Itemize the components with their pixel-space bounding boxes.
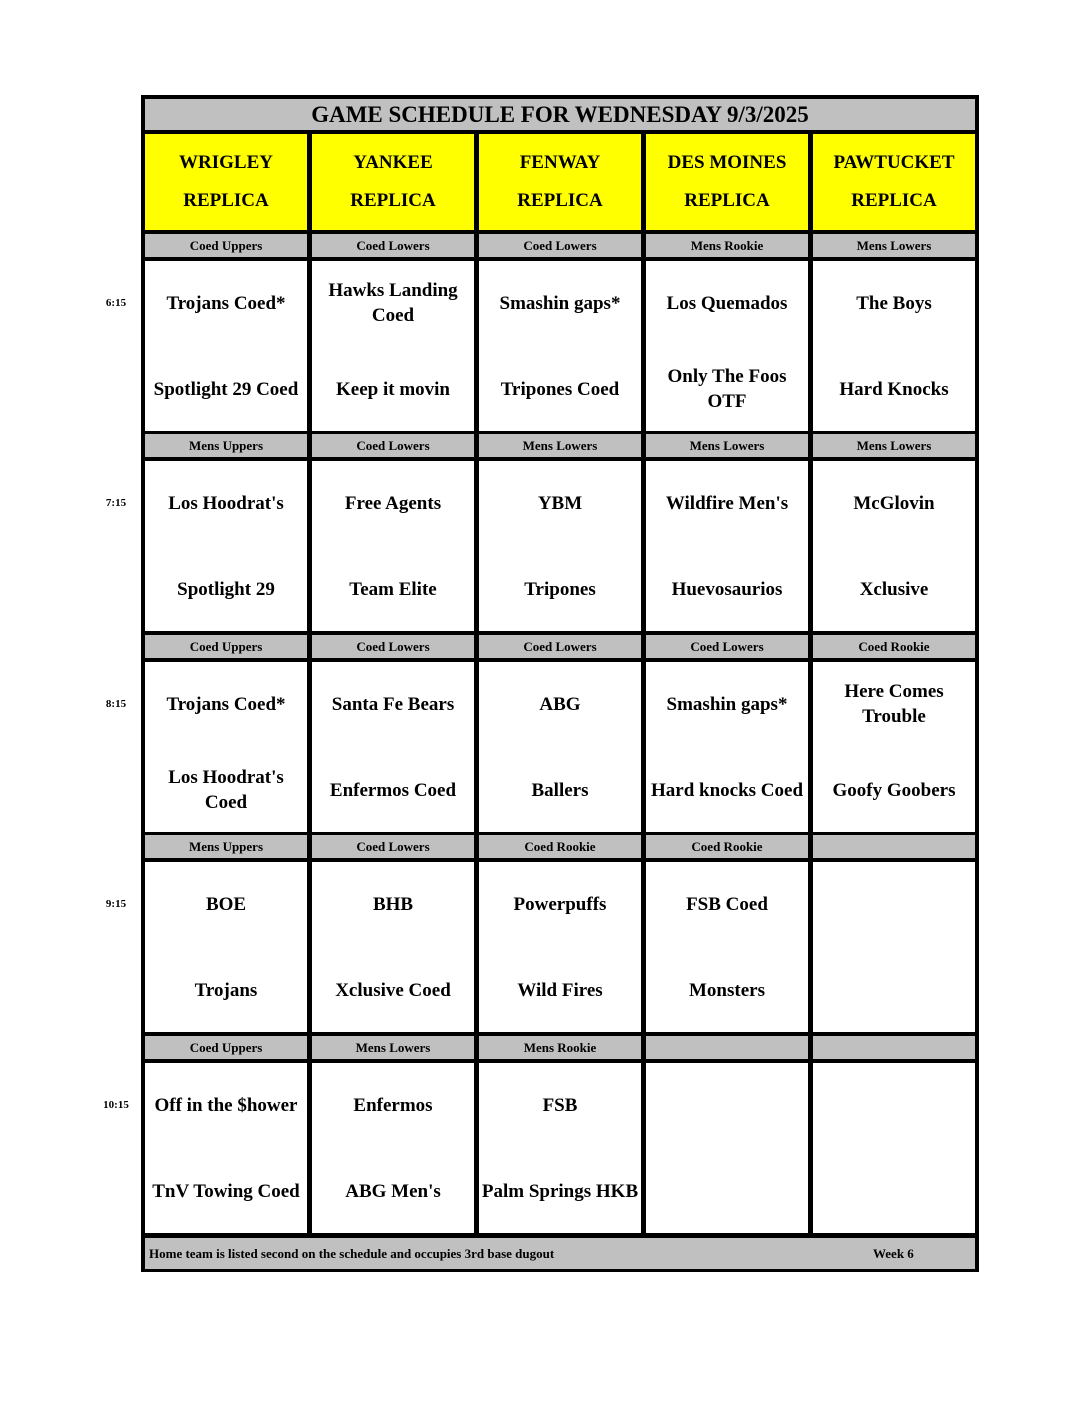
- division-label: Mens Lowers: [479, 434, 641, 457]
- game-cell: [145, 862, 307, 1032]
- game-cell: [145, 261, 307, 431]
- division-label: Mens Rookie: [479, 1036, 641, 1059]
- division-label: Coed Rookie: [479, 835, 641, 858]
- division-label: Mens Lowers: [646, 434, 808, 457]
- schedule-title: GAME SCHEDULE FOR WEDNESDAY 9/3/2025: [145, 99, 975, 130]
- home-team: Huevosaurios: [646, 547, 808, 631]
- game-cell: [312, 261, 474, 431]
- game-cell: [479, 261, 641, 431]
- home-team: TnV Towing Coed: [145, 1149, 307, 1233]
- away-team: ABG: [479, 662, 641, 746]
- time-label: 10:15: [103, 1099, 129, 1111]
- home-team: Ballers: [479, 748, 641, 832]
- field-sub: REPLICA: [851, 190, 937, 211]
- division-label: Coed Lowers: [312, 234, 474, 257]
- home-team: Spotlight 29: [145, 547, 307, 631]
- home-team: Spotlight 29 Coed: [145, 347, 307, 431]
- field-header-5: [813, 134, 975, 230]
- game-cell: [479, 662, 641, 832]
- game-cell: [145, 1063, 307, 1233]
- away-team: YBM: [479, 461, 641, 545]
- division-label: Coed Uppers: [145, 1036, 307, 1059]
- field-header-3: [479, 134, 641, 230]
- game-cell: [312, 1063, 474, 1233]
- field-header-2: [312, 134, 474, 230]
- home-team: Team Elite: [312, 547, 474, 631]
- home-team: Wild Fires: [479, 948, 641, 1032]
- away-team: [813, 862, 975, 946]
- field-name: PAWTUCKET: [833, 152, 955, 173]
- division-label: Coed Uppers: [145, 234, 307, 257]
- away-team: BHB: [312, 862, 474, 946]
- game-cell: [312, 862, 474, 1032]
- game-cell: [312, 662, 474, 832]
- away-team: The Boys: [813, 261, 975, 345]
- home-team: Tripones Coed: [479, 347, 641, 431]
- division-label: [646, 1036, 808, 1059]
- schedule-footer: [145, 1238, 975, 1269]
- away-team: Smashin gaps*: [479, 261, 641, 345]
- away-team: Off in the $hower: [145, 1063, 307, 1147]
- home-team: Enfermos Coed: [312, 748, 474, 832]
- division-label: Coed Lowers: [479, 635, 641, 658]
- away-team: [646, 1063, 808, 1147]
- away-team: Powerpuffs: [479, 862, 641, 946]
- field-sub: REPLICA: [183, 190, 269, 211]
- home-team: [813, 1149, 975, 1233]
- away-team: Wildfire Men's: [646, 461, 808, 545]
- home-team: Only The Foos OTF: [646, 347, 808, 431]
- week-label: Week 6: [873, 1245, 914, 1261]
- field-sub: REPLICA: [517, 190, 603, 211]
- field-name: FENWAY: [519, 152, 601, 173]
- division-label: Coed Uppers: [145, 635, 307, 658]
- game-cell: [646, 261, 808, 431]
- division-label: Mens Lowers: [312, 1036, 474, 1059]
- division-label: Mens Lowers: [813, 434, 975, 457]
- home-team: Goofy Goobers: [813, 748, 975, 832]
- division-label: Coed Lowers: [312, 835, 474, 858]
- game-cell: [479, 1063, 641, 1233]
- division-label: Mens Uppers: [145, 835, 307, 858]
- home-team: Los Hoodrat's Coed: [145, 748, 307, 832]
- field-sub: REPLICA: [350, 190, 436, 211]
- division-label: Coed Lowers: [312, 434, 474, 457]
- away-team: McGlovin: [813, 461, 975, 545]
- time-label: 9:15: [105, 898, 127, 910]
- home-team: Palm Springs HKB: [479, 1149, 641, 1233]
- away-team: [813, 1063, 975, 1147]
- field-name: DES MOINES: [667, 152, 787, 173]
- home-team: ABG Men's: [312, 1149, 474, 1233]
- division-label: Coed Lowers: [646, 635, 808, 658]
- game-cell: [646, 662, 808, 832]
- division-label: [813, 835, 975, 858]
- field-header-4: [646, 134, 808, 230]
- game-cell: [813, 261, 975, 431]
- home-team: [646, 1149, 808, 1233]
- home-team: Trojans: [145, 948, 307, 1032]
- game-cell: [813, 662, 975, 832]
- away-team: Smashin gaps*: [646, 662, 808, 746]
- home-team: Tripones: [479, 547, 641, 631]
- field-name: YANKEE: [353, 152, 433, 173]
- away-team: Free Agents: [312, 461, 474, 545]
- game-cell: [145, 662, 307, 832]
- away-team: Trojans Coed*: [145, 662, 307, 746]
- away-team: Enfermos: [312, 1063, 474, 1147]
- time-label: 6:15: [105, 297, 127, 309]
- game-cell: [646, 862, 808, 1032]
- home-team: Xclusive Coed: [312, 948, 474, 1032]
- home-team: Monsters: [646, 948, 808, 1032]
- field-sub: REPLICA: [684, 190, 770, 211]
- away-team: BOE: [145, 862, 307, 946]
- game-cell: [813, 461, 975, 631]
- game-cell: [646, 1063, 808, 1233]
- field-header-1: [145, 134, 307, 230]
- division-label: Mens Lowers: [813, 234, 975, 257]
- game-cell: [145, 461, 307, 631]
- home-team: [813, 948, 975, 1032]
- schedule-table: [141, 95, 979, 1272]
- home-team: Hard knocks Coed: [646, 748, 808, 832]
- away-team: Trojans Coed*: [145, 261, 307, 345]
- home-team: Xclusive: [813, 547, 975, 631]
- away-team: Here Comes Trouble: [813, 662, 975, 746]
- away-team: FSB: [479, 1063, 641, 1147]
- division-label: Mens Uppers: [145, 434, 307, 457]
- away-team: Santa Fe Bears: [312, 662, 474, 746]
- footer-note: Home team is listed second on the schedule and occupies 3rd base dugout: [149, 1245, 555, 1261]
- field-name: WRIGLEY: [179, 152, 273, 173]
- division-label: Mens Rookie: [646, 234, 808, 257]
- away-team: Los Hoodrat's: [145, 461, 307, 545]
- division-label: Coed Rookie: [813, 635, 975, 658]
- game-cell: [479, 862, 641, 1032]
- game-cell: [813, 862, 975, 1032]
- away-team: Hawks Landing Coed: [312, 261, 474, 345]
- division-label: Coed Rookie: [646, 835, 808, 858]
- game-cell: [312, 461, 474, 631]
- home-team: Keep it movin: [312, 347, 474, 431]
- division-label: [813, 1036, 975, 1059]
- time-label: 8:15: [105, 698, 127, 710]
- home-team: Hard Knocks: [813, 347, 975, 431]
- game-cell: [646, 461, 808, 631]
- division-label: Coed Lowers: [479, 234, 641, 257]
- time-label: 7:15: [105, 497, 127, 509]
- division-label: Coed Lowers: [312, 635, 474, 658]
- away-team: FSB Coed: [646, 862, 808, 946]
- game-cell: [813, 1063, 975, 1233]
- away-team: Los Quemados: [646, 261, 808, 345]
- game-cell: [479, 461, 641, 631]
